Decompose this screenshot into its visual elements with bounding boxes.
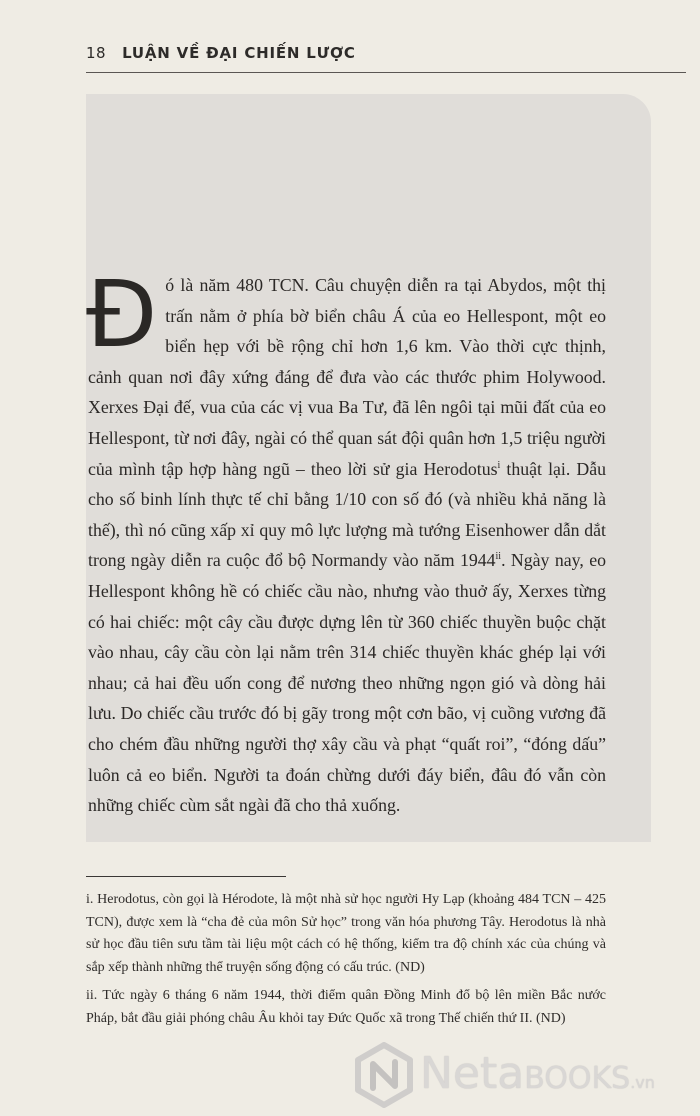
body-segment-2: thuật lại. Dẫu cho số binh lính thực tế chỉ bằng 1/10 con số đó (và nhiều khả năng là thế), thì nó cũng xấp xỉ quy mô lực lượng mà tướng Eisenhower dẫn dắt trong ngày diễn ra cuộc đổ bộ Normandy vào năm 1944 xyxy=(88,458,607,571)
watermark-brand-main: Neta xyxy=(420,1048,525,1099)
page-number: 18 xyxy=(86,44,107,62)
netabooks-logo-icon xyxy=(354,1042,414,1108)
footnotes xyxy=(86,889,606,1036)
watermark xyxy=(354,1040,700,1110)
drop-cap: Đ xyxy=(86,261,158,368)
page-header xyxy=(86,44,356,62)
running-title: LUẬN VỀ ĐẠI CHIẾN LƯỢC xyxy=(122,44,356,62)
watermark-text xyxy=(420,1048,655,1099)
body-segment-3: . Ngày nay, eo Hellespont không hề có chiếc cầu nào, nhưng vào thuở ấy, Xerxes từng có hai chiếc: một cây cầu được dựng lên từ 360 chiếc thuyền buộc chặt vào nhau, cây cầu còn lại nằm trên 314 chiếc thuyền khác ghép lại với nhau; cả hai đều uốn cong để nương theo những ngọn gió và dòng hải lưu. Do chiếc cầu trước đó bị gãy trong một cơn bão, vị cuồng vương đã cho chém đầu những người thợ xây cầu và phạt “quất roi”, “đóng dấu” luôn cả eo biển. Người ta đoán chừng dưới đáy biển, đâu đó vẫn còn những chiếc cùm sắt ngài đã cho thả xuống. xyxy=(88,550,606,816)
watermark-brand-caps: BOOKS xyxy=(524,1061,631,1096)
footnote-i: i. Herodotus, còn gọi là Hérodote, là một nhà sử học người Hy Lạp (khoảng 484 TCN – 425 TCN), được xem là “cha đẻ của môn Sử học” trong văn hóa phương Tây. Herodotus là nhà sử học đầu tiên sưu tầm tài liệu một cách có hệ thống, kiểm tra độ chính xác của chúng và sắp xếp thành những thể truyện sống động có cấu trúc. (ND) xyxy=(86,892,606,975)
footnote-ref-ii[interactable]: ii xyxy=(495,551,502,563)
body-paragraph xyxy=(86,261,607,821)
footnote-ii: ii. Tức ngày 6 tháng 6 năm 1944, thời điểm quân Đồng Minh đổ bộ lên miền Bắc nước Pháp, bắt đầu giải phóng châu Âu khỏi tay Đức Quốc xã trong Thế chiến thứ II. (ND) xyxy=(86,988,606,1026)
body-segment-1: ó là năm 480 TCN. Câu chuyện diễn ra tại Abydos, một thị trấn nằm ở phía bờ biển châu Á của eo Hellespont, một eo biển hẹp với bề rộng chỉ hơn 1,6 km. Vào thời cực thịnh, cảnh quan nơi đây xứng đáng để đưa vào các thước phim Holywood. Xerxes Đại đế, vua của các vị vua Ba Tư, đã lên ngôi tại mũi đất của eo Hellespont, từ nơi đây, ngài có thể quan sát đội quân hơn 1,5 triệu người của mình tập hợp hàng ngũ – theo lời sử gia Herodotus xyxy=(88,275,606,479)
header-rule xyxy=(86,72,686,73)
watermark-suffix: .vn xyxy=(630,1073,655,1092)
footnote-rule xyxy=(86,876,286,877)
footnote-ref-i[interactable]: i xyxy=(497,459,501,471)
body-text xyxy=(86,261,607,821)
